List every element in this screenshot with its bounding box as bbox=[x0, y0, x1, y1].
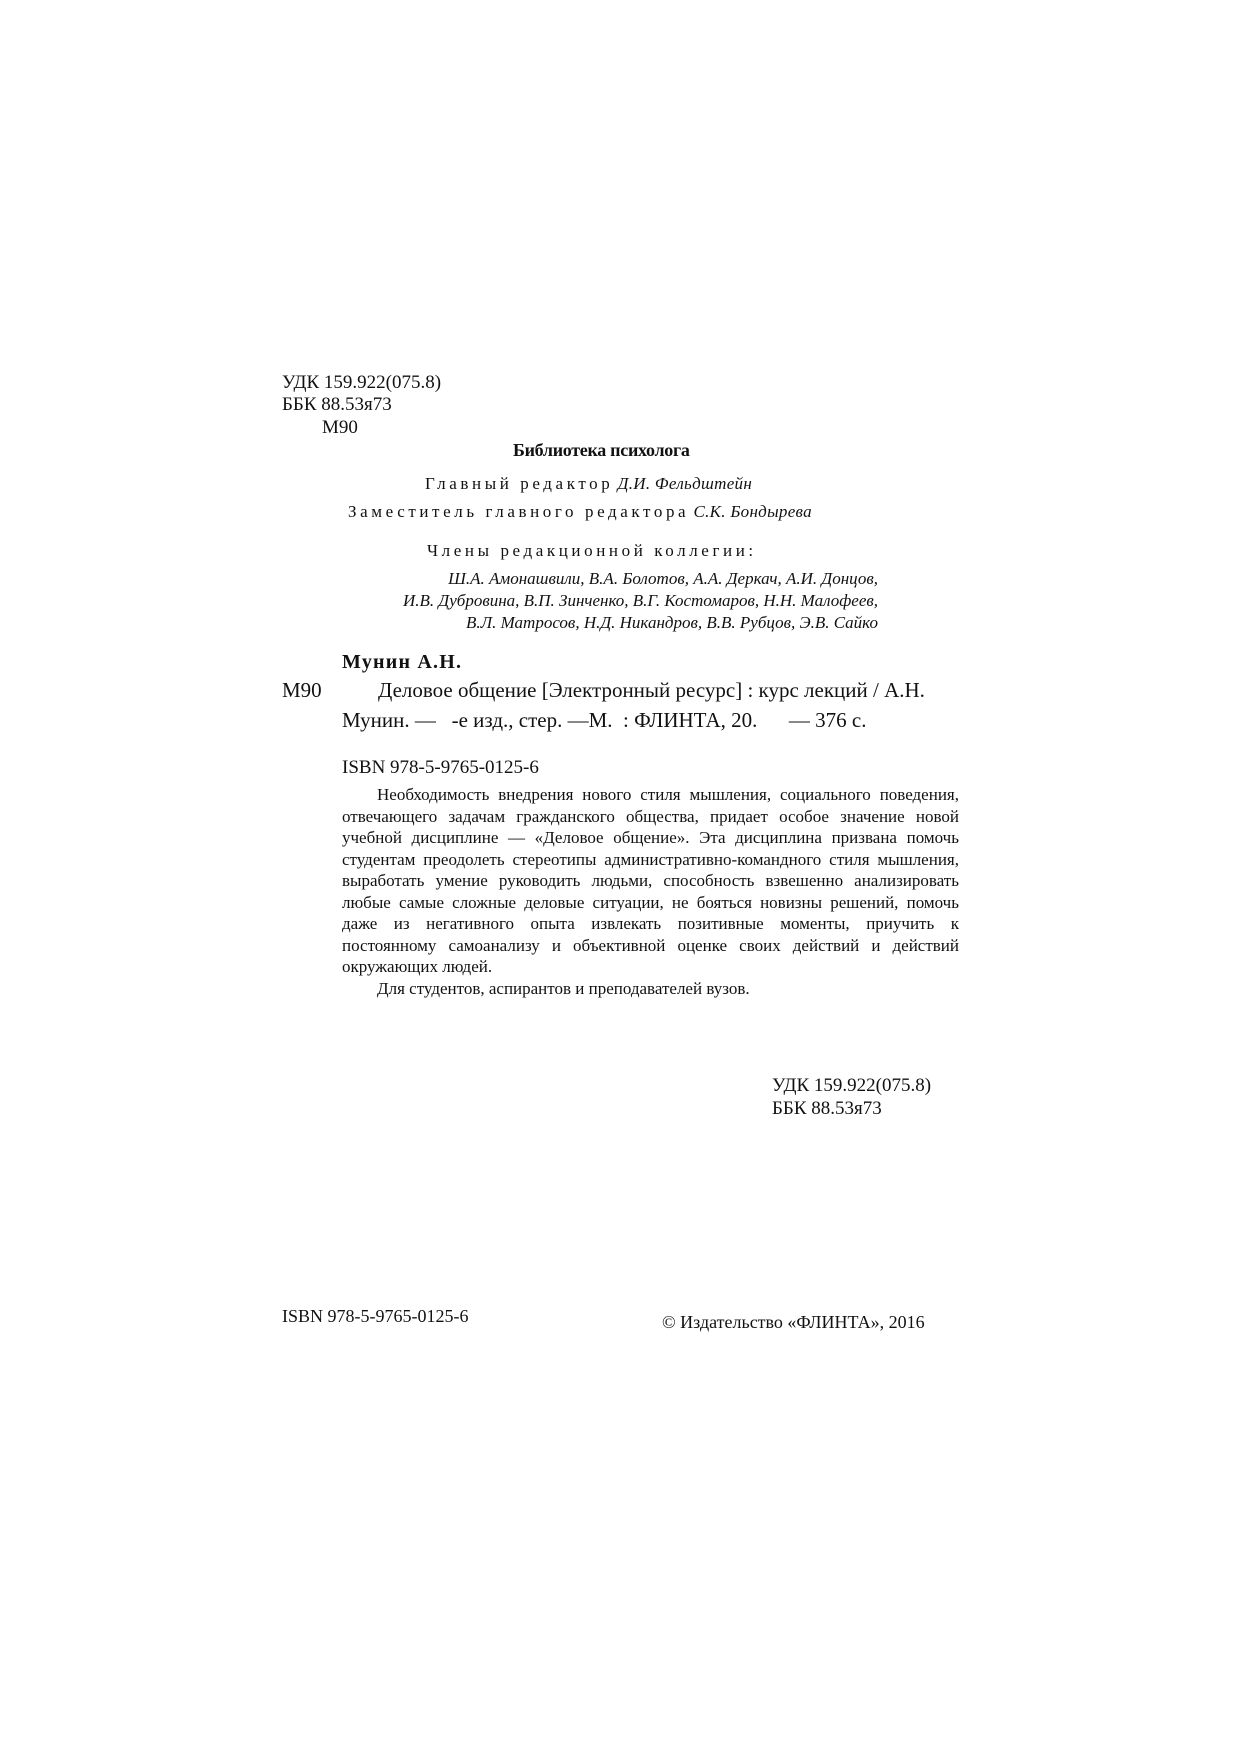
footer-bbk-code: ББК 88.53я73 bbox=[772, 1098, 882, 1119]
board-members bbox=[403, 568, 878, 634]
chief-editor-line bbox=[425, 474, 752, 494]
copyright: © Издательство «ФЛИНТА», 2016 bbox=[662, 1312, 925, 1332]
author-mark: М90 bbox=[322, 417, 358, 438]
entry-imprint-line: Мунин. — -е изд., стер. —М. : ФЛИНТА, 20. — 376 с. bbox=[342, 708, 867, 732]
footer-udk-code: УДК 159.922(075.8) bbox=[772, 1075, 932, 1096]
chief-editor-name: Д.И. Фельдштейн bbox=[617, 474, 753, 493]
chief-editor-label: Главный редактор bbox=[425, 474, 614, 493]
abstract-audience: Для студентов, аспирантов и преподавателей вузов. bbox=[377, 978, 750, 998]
footer-isbn: ISBN 978-5-9765-0125-6 bbox=[282, 1306, 469, 1326]
bbk-code: ББК 88.53я73 bbox=[282, 394, 392, 415]
deputy-editor-name: С.К. Бондырева bbox=[693, 502, 812, 521]
board-label: Члены редакционной коллегии: bbox=[427, 541, 757, 560]
series-title: Библиотека психолога bbox=[513, 440, 690, 460]
abstract bbox=[342, 784, 959, 999]
deputy-editor-line bbox=[348, 502, 812, 522]
board-line: В.Л. Матросов, Н.Д. Никандров, В.В. Рубцов, Э.В. Сайко bbox=[465, 613, 878, 632]
abstract-paragraph: Необходимость внедрения нового стиля мышления, социального поведения, отвечающего задачам гражданского общества, придает особое значение новой учебной дисциплине — «Деловое общение». Эта дисциплина призвана помочь студентам преодолеть стереотипы административно-командного стиля мышления, выработать умение руководить людьми, способность взвешенно анализировать любые самые сложные деловые ситуации, не бояться новизны решений, помочь даже из негативного опыта извлекать позитивные моменты, приучить к постоянному самоанализу и объективной оценке своих действий и действий окружающих людей. bbox=[342, 785, 959, 976]
entry-title-line: Деловое общение [Электронный ресурс] : курс лекций / А.Н. bbox=[378, 678, 925, 702]
udk-code: УДК 159.922(075.8) bbox=[282, 372, 442, 393]
entry-isbn: ISBN 978-5-9765-0125-6 bbox=[342, 757, 539, 778]
entry-mark: М90 bbox=[282, 678, 322, 702]
deputy-editor-label: Заместитель главного редактора bbox=[348, 502, 690, 521]
board-line: Ш.А. Амонашвили, В.А. Болотов, А.А. Деркач, А.И. Донцов, bbox=[448, 569, 878, 588]
board-line: И.В. Дубровина, В.П. Зинченко, В.Г. Костомаров, Н.Н. Малофеев, bbox=[403, 591, 878, 610]
entry-author: Мунин А.Н. bbox=[342, 651, 463, 673]
